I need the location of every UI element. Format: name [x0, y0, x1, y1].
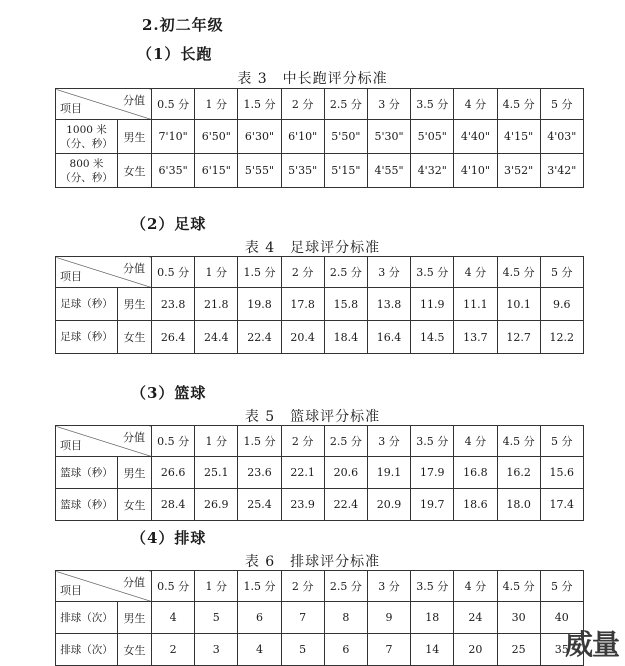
score-value-cell: 17.4 [540, 489, 583, 521]
score-value-cell: 20.9 [367, 489, 410, 521]
table-caption-running: 表 3 中长跑评分标准 [237, 71, 388, 87]
score-value-cell: 5'35" [281, 154, 324, 188]
score-value-cell: 19.7 [411, 489, 454, 521]
score-header-label: 分值 [123, 576, 145, 589]
basketball-score-table [55, 425, 584, 521]
score-level-header: 2.5 分 [324, 571, 367, 602]
item-cell: 篮球（秒） [56, 489, 118, 521]
table-row [56, 457, 584, 489]
score-value-cell: 7 [281, 602, 324, 634]
score-value-cell: 9 [367, 602, 410, 634]
section-title-volleyball: （4）排球 [131, 529, 207, 547]
score-value-cell: 26.4 [152, 321, 195, 354]
score-level-header: 1.5 分 [238, 571, 281, 602]
score-value-cell: 22.4 [238, 321, 281, 354]
page-title: 2.初二年级 [142, 16, 224, 34]
table-header-row [56, 426, 584, 457]
table-row [56, 154, 584, 188]
score-value-cell: 22.1 [281, 457, 324, 489]
table-caption-volleyball: 表 6 排球评分标准 [244, 554, 381, 570]
score-value-cell: 20.6 [324, 457, 367, 489]
score-value-cell: 4 [238, 634, 281, 666]
score-value-cell: 24.4 [195, 321, 238, 354]
gender-cell: 男生 [118, 120, 152, 154]
score-level-header: 4.5 分 [497, 89, 540, 120]
score-value-cell: 4'55" [367, 154, 410, 188]
score-value-cell: 18.0 [497, 489, 540, 521]
score-level-header: 4 分 [454, 426, 497, 457]
score-value-cell: 4'40" [454, 120, 497, 154]
score-value-cell: 6 [324, 634, 367, 666]
score-value-cell: 19.1 [367, 457, 410, 489]
score-level-header: 1.5 分 [238, 257, 281, 288]
score-value-cell: 13.8 [367, 288, 410, 321]
score-value-cell: 4'32" [411, 154, 454, 188]
score-value-cell: 5'30" [367, 120, 410, 154]
score-value-cell: 20 [454, 634, 497, 666]
table-header-row [56, 257, 584, 288]
score-value-cell: 22.4 [324, 489, 367, 521]
table-row [56, 602, 584, 634]
running-score-table [55, 88, 584, 188]
score-level-header: 1.5 分 [238, 89, 281, 120]
score-value-cell: 3'52" [497, 154, 540, 188]
score-value-cell: 10.1 [497, 288, 540, 321]
item-cell: 篮球（秒） [56, 457, 118, 489]
table-row [56, 321, 584, 354]
score-value-cell: 12.2 [540, 321, 583, 354]
table-row [56, 120, 584, 154]
item-header-label: 项目 [60, 270, 82, 283]
volleyball-score-table [55, 570, 584, 666]
score-level-header: 2 分 [281, 257, 324, 288]
score-level-header: 2 分 [281, 426, 324, 457]
score-value-cell: 7'10" [152, 120, 195, 154]
item-header-label: 项目 [60, 102, 82, 115]
table-header-row [56, 89, 584, 120]
score-value-cell: 15.6 [540, 457, 583, 489]
score-level-header: 4 分 [454, 89, 497, 120]
score-value-cell: 13.7 [454, 321, 497, 354]
item-cell: 1000 米 （分、秒） [56, 120, 118, 154]
score-value-cell: 6'15" [195, 154, 238, 188]
score-level-header: 3 分 [367, 426, 410, 457]
score-value-cell: 23.8 [152, 288, 195, 321]
score-value-cell: 16.2 [497, 457, 540, 489]
score-value-cell: 5'50" [324, 120, 367, 154]
item-header-label: 项目 [60, 439, 82, 452]
score-value-cell: 18 [411, 602, 454, 634]
score-value-cell: 35 [540, 634, 583, 666]
table-row [56, 489, 584, 521]
score-value-cell: 2 [152, 634, 195, 666]
score-value-cell: 40 [540, 602, 583, 634]
score-level-header: 4.5 分 [497, 571, 540, 602]
score-value-cell: 24 [454, 602, 497, 634]
score-level-header: 0.5 分 [152, 89, 195, 120]
score-level-header: 1 分 [195, 89, 238, 120]
score-value-cell: 16.4 [367, 321, 410, 354]
score-level-header: 5 分 [540, 571, 583, 602]
section-title-basketball: （3）篮球 [131, 384, 207, 402]
score-level-header: 1.5 分 [238, 426, 281, 457]
score-level-header: 3.5 分 [411, 426, 454, 457]
diagonal-header-cell [56, 257, 152, 288]
score-level-header: 3.5 分 [411, 571, 454, 602]
score-level-header: 5 分 [540, 257, 583, 288]
diagonal-header-cell [56, 426, 152, 457]
score-level-header: 2.5 分 [324, 89, 367, 120]
score-value-cell: 5'55" [238, 154, 281, 188]
score-value-cell: 16.8 [454, 457, 497, 489]
item-cell: 足球（秒） [56, 288, 118, 321]
item-cell: 排球（次） [56, 634, 118, 666]
table-row [56, 634, 584, 666]
watermark-logo: 威量 [564, 628, 619, 661]
score-value-cell: 17.9 [411, 457, 454, 489]
score-header-label: 分值 [123, 262, 145, 275]
score-level-header: 2.5 分 [324, 426, 367, 457]
score-level-header: 4.5 分 [497, 257, 540, 288]
football-score-table [55, 256, 584, 354]
score-value-cell: 6'30" [238, 120, 281, 154]
score-value-cell: 23.9 [281, 489, 324, 521]
diagonal-header-cell [56, 571, 152, 602]
score-level-header: 4 分 [454, 571, 497, 602]
score-value-cell: 6'10" [281, 120, 324, 154]
gender-cell: 女生 [118, 634, 152, 666]
score-level-header: 3 分 [367, 89, 410, 120]
section-title-football: （2）足球 [131, 215, 207, 233]
score-level-header: 2 分 [281, 89, 324, 120]
item-cell: 800 米 （分、秒） [56, 154, 118, 188]
score-level-header: 2 分 [281, 571, 324, 602]
score-level-header: 3.5 分 [411, 89, 454, 120]
diagonal-header-cell [56, 89, 152, 120]
score-level-header: 0.5 分 [152, 571, 195, 602]
gender-cell: 男生 [118, 288, 152, 321]
gender-cell: 男生 [118, 457, 152, 489]
score-value-cell: 25.4 [238, 489, 281, 521]
score-value-cell: 18.4 [324, 321, 367, 354]
score-value-cell: 14 [411, 634, 454, 666]
score-value-cell: 28.4 [152, 489, 195, 521]
gender-cell: 女生 [118, 489, 152, 521]
score-value-cell: 3 [195, 634, 238, 666]
score-value-cell: 5 [281, 634, 324, 666]
score-level-header: 3 分 [367, 571, 410, 602]
score-value-cell: 3'42" [540, 154, 583, 188]
score-level-header: 4.5 分 [497, 426, 540, 457]
table-header-row [56, 571, 584, 602]
score-value-cell: 5'05" [411, 120, 454, 154]
score-value-cell: 26.6 [152, 457, 195, 489]
score-value-cell: 11.1 [454, 288, 497, 321]
score-value-cell: 30 [497, 602, 540, 634]
score-level-header: 3 分 [367, 257, 410, 288]
score-level-header: 5 分 [540, 426, 583, 457]
item-cell: 排球（次） [56, 602, 118, 634]
table-caption-football: 表 4 足球评分标准 [244, 240, 381, 256]
score-header-label: 分值 [123, 94, 145, 107]
score-level-header: 1 分 [195, 426, 238, 457]
score-value-cell: 15.8 [324, 288, 367, 321]
score-value-cell: 9.6 [540, 288, 583, 321]
score-value-cell: 25.1 [195, 457, 238, 489]
score-level-header: 2.5 分 [324, 257, 367, 288]
score-value-cell: 7 [367, 634, 410, 666]
score-value-cell: 18.6 [454, 489, 497, 521]
item-header-label: 项目 [60, 584, 82, 597]
gender-cell: 女生 [118, 321, 152, 354]
score-value-cell: 6'50" [195, 120, 238, 154]
score-header-label: 分值 [123, 431, 145, 444]
score-value-cell: 4 [152, 602, 195, 634]
score-value-cell: 23.6 [238, 457, 281, 489]
score-value-cell: 11.9 [411, 288, 454, 321]
score-value-cell: 19.8 [238, 288, 281, 321]
score-level-header: 5 分 [540, 89, 583, 120]
score-level-header: 1 分 [195, 257, 238, 288]
section-title-running: （1）长跑 [137, 45, 213, 63]
score-value-cell: 25 [497, 634, 540, 666]
score-value-cell: 5'15" [324, 154, 367, 188]
gender-cell: 女生 [118, 154, 152, 188]
score-value-cell: 5 [195, 602, 238, 634]
table-row [56, 288, 584, 321]
score-level-header: 1 分 [195, 571, 238, 602]
score-value-cell: 14.5 [411, 321, 454, 354]
score-value-cell: 8 [324, 602, 367, 634]
score-value-cell: 6 [238, 602, 281, 634]
score-value-cell: 4'03" [540, 120, 583, 154]
score-value-cell: 4'15" [497, 120, 540, 154]
score-level-header: 4 分 [454, 257, 497, 288]
table-caption-basketball: 表 5 篮球评分标准 [244, 409, 381, 425]
score-value-cell: 17.8 [281, 288, 324, 321]
score-level-header: 0.5 分 [152, 257, 195, 288]
score-value-cell: 20.4 [281, 321, 324, 354]
score-level-header: 0.5 分 [152, 426, 195, 457]
score-level-header: 3.5 分 [411, 257, 454, 288]
item-cell: 足球（秒） [56, 321, 118, 354]
score-value-cell: 6'35" [152, 154, 195, 188]
score-value-cell: 12.7 [497, 321, 540, 354]
score-value-cell: 26.9 [195, 489, 238, 521]
score-value-cell: 4'10" [454, 154, 497, 188]
gender-cell: 男生 [118, 602, 152, 634]
score-value-cell: 21.8 [195, 288, 238, 321]
